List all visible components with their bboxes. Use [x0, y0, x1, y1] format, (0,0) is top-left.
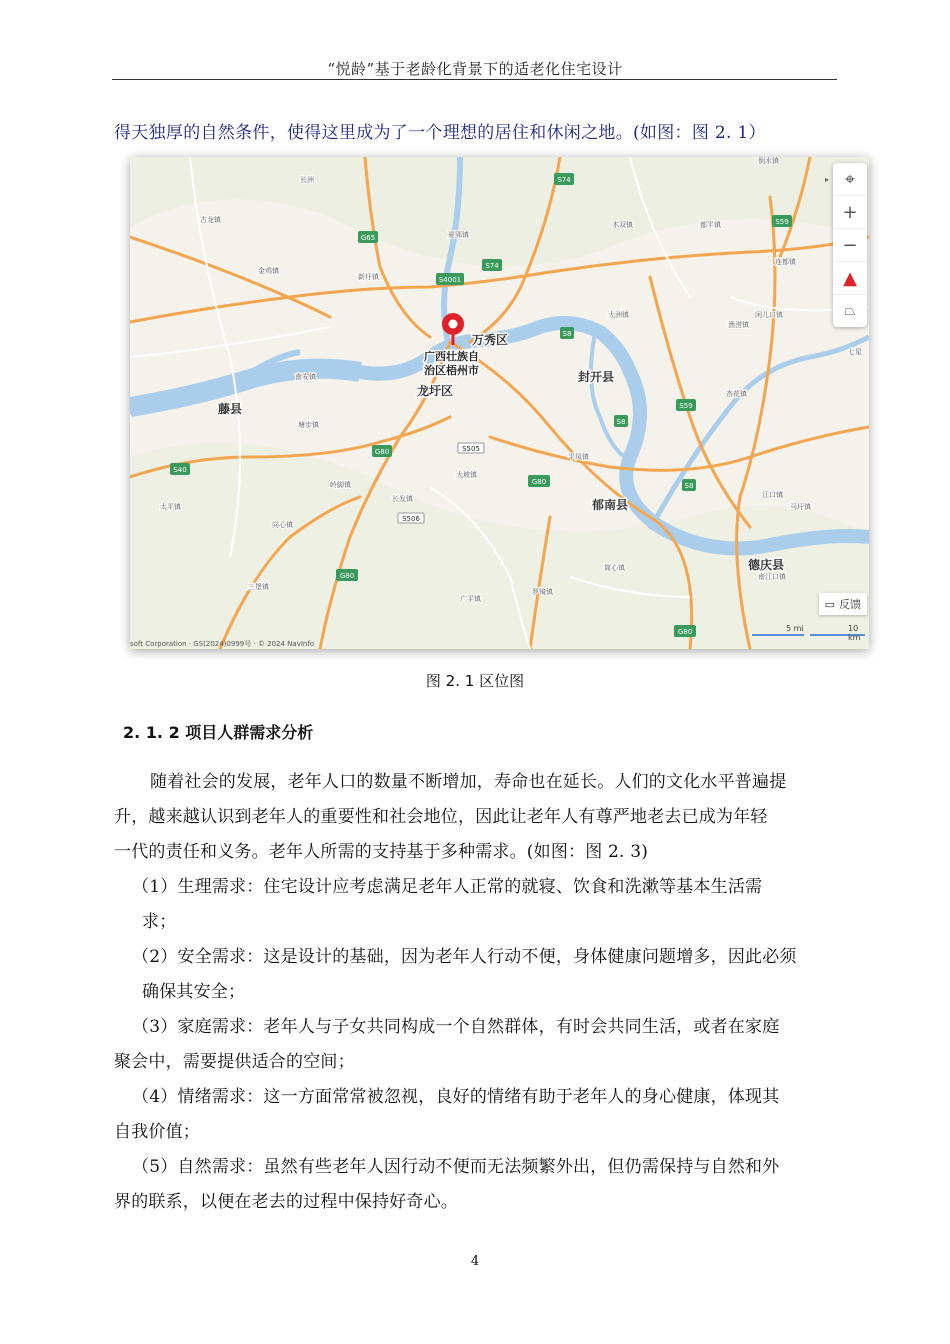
paragraph-line: 一代的责任和义务。老年人所需的支持基于多种需求。(如图：图 2. 3) [114, 842, 649, 862]
svg-text:太平镇: 太平镇 [160, 503, 181, 511]
tilt-icon[interactable]: ⏢ [844, 303, 856, 319]
svg-text:S505: S505 [462, 445, 480, 453]
svg-text:平凤镇: 平凤镇 [568, 453, 589, 461]
svg-text:G80: G80 [339, 572, 355, 580]
need-item-physiological: （1）生理需求：住宅设计应考虑满足老年人正常的就寝、饮食和洗漱等基本生活需 [132, 877, 763, 897]
svg-text:南安镇: 南安镇 [295, 373, 316, 381]
zoom-out-button[interactable]: − [833, 229, 867, 262]
paragraph-line: 升，越来越认识到老年人的重要性和社会地位，因此让老年人有尊严地老去已成为年轻 [114, 807, 768, 827]
svg-text:古龙镇: 古龙镇 [200, 216, 221, 224]
district-fengkai: 封开县 [578, 370, 615, 384]
feedback-icon: ▭ [824, 597, 835, 611]
need-item-physiological-cont: 求； [142, 912, 177, 932]
district-deqing: 德庆县 [748, 558, 785, 572]
svg-text:S4001: S4001 [438, 276, 462, 284]
svg-text:治区梧州市: 治区梧州市 [424, 364, 479, 377]
location-map[interactable] [130, 157, 869, 649]
svg-text:S8: S8 [562, 330, 572, 338]
district-yunan: 郁南县 [592, 498, 629, 512]
header-divider [112, 79, 837, 80]
svg-text:长洲: 长洲 [300, 176, 314, 184]
svg-text:新圩镇: 新圩镇 [358, 273, 379, 281]
district-tengxian: 藤县 [218, 402, 243, 416]
svg-text:长发镇: 长发镇 [392, 495, 413, 503]
map-canvas[interactable] [130, 157, 869, 649]
svg-text:三堡镇: 三堡镇 [248, 583, 269, 591]
need-item-nature: （5）自然需求：虽然有些老年人因行动不便而无法频繁外出，但仍需保持与自然和外 [132, 1157, 780, 1177]
need-item-safety: （2）安全需求：这是设计的基础，因为老年人行动不便，身体健康问题增多，因此必须 [132, 947, 797, 967]
figure-caption: 图 2. 1 区位图 [425, 672, 525, 690]
svg-text:南江口镇: 南江口镇 [758, 573, 786, 581]
feedback-label: 反馈 [839, 598, 861, 611]
district-wanxiu: 万秀区 [472, 333, 509, 347]
svg-text:塘步镇: 塘步镇 [298, 421, 319, 429]
map-copyright: soft Corporation · GS(2024)0999号 · © 2024 NavInfo [130, 640, 315, 648]
svg-text:岭脚镇: 岭脚镇 [330, 481, 351, 489]
svg-text:S74: S74 [485, 262, 499, 270]
svg-text:S59: S59 [775, 218, 789, 226]
svg-text:罗镜镇: 罗镜镇 [532, 588, 553, 596]
svg-text:大坡镇: 大坡镇 [456, 471, 477, 479]
intro-line: 得天独厚的自然条件，使得这里成为了一个理想的居住和休闲之地。(如图：图 2. 1） [114, 123, 766, 143]
need-item-emotional-cont: 自我价值； [114, 1122, 200, 1142]
svg-text:大洲镇: 大洲镇 [608, 311, 629, 319]
svg-text:S8: S8 [616, 418, 626, 426]
scale-label-mi: 5 mi [786, 624, 804, 633]
zoom-in-button[interactable]: + [833, 196, 867, 229]
svg-text:都平镇: 都平镇 [700, 221, 721, 229]
svg-text:夏郢镇: 夏郢镇 [448, 231, 469, 239]
need-item-safety-cont: 确保其安全； [142, 982, 246, 1002]
compass-icon[interactable]: ▲ [833, 262, 867, 295]
feedback-button[interactable] [819, 593, 867, 615]
map-controls [833, 163, 867, 327]
svg-text:G80: G80 [374, 448, 390, 456]
need-item-emotional: （4）情绪需求：这一方面常常被忽视，良好的情绪有助于老年人的身心健康，体现其 [132, 1087, 780, 1107]
need-item-family-cont: 聚会中，需要提供适合的空间； [114, 1052, 355, 1072]
svg-text:S8: S8 [684, 482, 694, 490]
expand-chevron-icon[interactable]: ▸ [824, 175, 829, 184]
svg-text:广西壮族自: 广西壮族自 [424, 350, 479, 363]
svg-text:G80: G80 [531, 478, 547, 486]
svg-text:马圩镇: 马圩镇 [790, 503, 811, 511]
locate-icon[interactable]: ⌖ [833, 163, 867, 196]
svg-text:G65: G65 [360, 234, 376, 242]
scale-label-km: 10 km [848, 624, 861, 642]
need-item-family: （3）家庭需求：老年人与子女共同构成一个自然群体，有时会共同生活，或者在家庭 [132, 1017, 780, 1037]
paragraph-line: 随着社会的发展，老年人口的数量不断增加，寿命也在延长。人们的文化水平普遍提 [150, 772, 787, 792]
svg-text:木双镇: 木双镇 [612, 221, 633, 229]
svg-text:S74: S74 [557, 176, 571, 184]
svg-text:金鸡镇: 金鸡镇 [258, 267, 279, 275]
svg-text:S59: S59 [679, 402, 693, 410]
section-heading: 2. 1. 2 项目人群需求分析 [123, 723, 314, 742]
svg-text:杏花镇: 杏花镇 [726, 390, 747, 398]
svg-text:七星: 七星 [848, 348, 862, 356]
svg-text:筒心镇: 筒心镇 [604, 564, 625, 572]
svg-text:江口镇: 江口镇 [762, 491, 783, 499]
svg-text:广平镇: 广平镇 [460, 595, 481, 603]
svg-text:连都镇: 连都镇 [775, 258, 796, 266]
need-item-nature-cont: 界的联系，以便在老去的过程中保持好奇心。 [114, 1192, 458, 1212]
svg-text:S40: S40 [173, 466, 187, 474]
svg-text:同心镇: 同心镇 [272, 521, 293, 529]
svg-text:闲儿口镇: 闲儿口镇 [755, 311, 783, 319]
svg-text:S506: S506 [402, 515, 420, 523]
district-longxu: 龙圩区 [417, 384, 454, 398]
svg-text:倒水镇: 倒水镇 [758, 157, 779, 165]
svg-text:G80: G80 [677, 628, 693, 636]
page-number: 4 [470, 1254, 480, 1269]
svg-text:渔涝镇: 渔涝镇 [728, 321, 749, 329]
page-header-title: “悦龄”基于老龄化背景下的适老化住宅设计 [327, 60, 623, 78]
